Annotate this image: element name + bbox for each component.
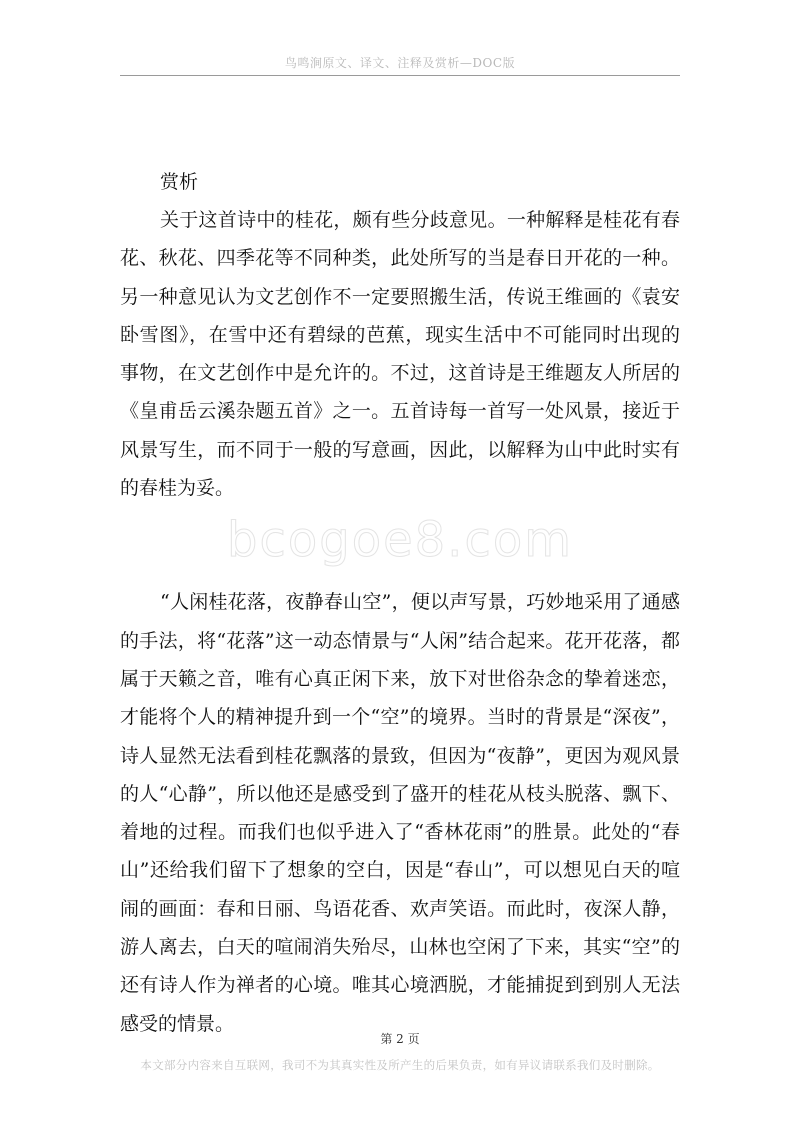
paragraph-1: 关于这首诗中的桂花，颇有些分歧意见。一种解释是桂花有春花、秋花、四季花等不同种类，此处所写的当是春日开花的一种。另一种意见认为文艺创作不一定要照搬生活，传说王维画的《袁安卧雪图》，在雪中还有碧绿的芭蕉，现实生活中不可能同时出现的事物，在文艺创作中是允许的。不过，这首诗是王维题友人所居的《皇甫岳云溪杂题五首》之一。五首诗每一首写一处风景，接近于风景写生，而不同于一般的写意画，因此，以解释为山中此时实有的春桂为妥。 bbox=[120, 209, 680, 500]
paragraph-spacer bbox=[120, 545, 680, 583]
paragraph-spacer bbox=[120, 507, 680, 545]
document-body bbox=[120, 163, 680, 1043]
page-number: 第 2 页 bbox=[380, 1032, 420, 1046]
page-footer-disclaimer: 本文部分内容来自互联网，我司不为其真实性及所产生的后果负责，如有异议请联系我们及时删除。 bbox=[140, 1058, 660, 1072]
section-heading: 赏析 bbox=[160, 171, 199, 193]
page-header: 鸟鸣涧原文、译文、注释及赏析—DOC版 bbox=[284, 56, 516, 70]
paragraph-2: “人闲桂花落，夜静春山空”，便以声写景，巧妙地采用了通感的手法，将“花落”这一动态情景与“人闲”结合起来。花开花落，都属于天籁之音，唯有心真正闲下来，放下对世俗杂念的挚着迷恋，才能将个人的精神提升到一个“空”的境界。当时的背景是“深夜”，诗人显然无法看到桂花飘落的景致，但因为“夜静”，更因为观风景的人“心静”，所以他还是感受到了盛开的桂花从枝头脱落、飘下、着地的过程。而我们也似乎进入了“香林花雨”的胜景。此处的“春山”还给我们留下了想象的空白，因是“春山”，可以想见白天的喧闹的画面：春和日丽、鸟语花香、欢声笑语。而此时，夜深人静，游人离去，白天的喧闹消失殆尽，山林也空闲了下来，其实“空”的还有诗人作为禅者的心境。唯其心境洒脱，才能捕捉到到别人无法感受的情景。 bbox=[120, 591, 680, 1035]
header-divider bbox=[120, 75, 680, 76]
watermark: bcogoe8.com bbox=[227, 512, 573, 568]
